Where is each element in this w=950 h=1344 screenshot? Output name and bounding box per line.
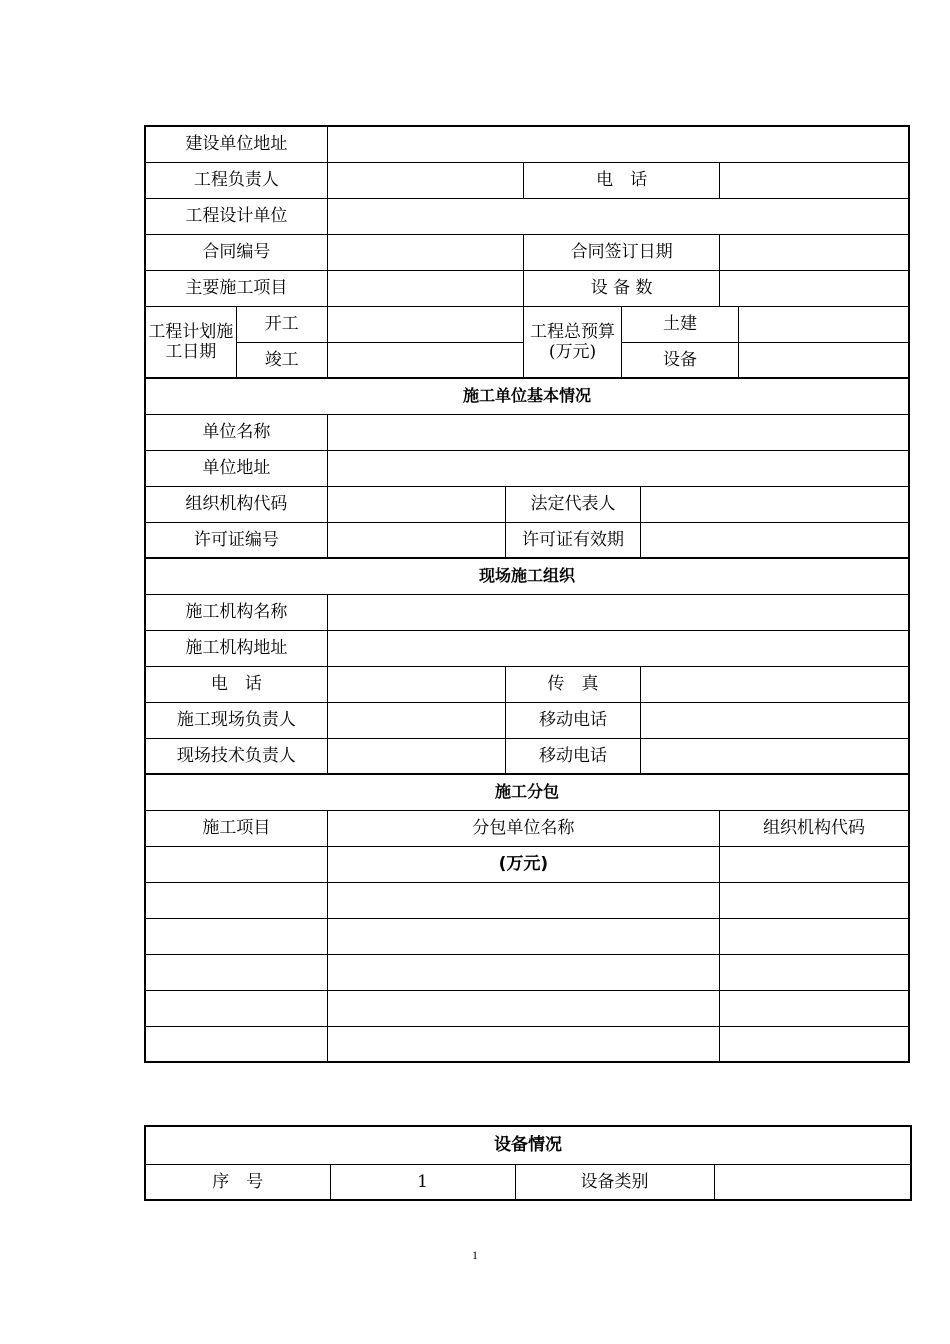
equipment-type-label: 设备类别 <box>515 1164 714 1200</box>
subcontract-cell[interactable] <box>719 882 909 918</box>
equipment-budget-label: 设备 <box>621 342 739 378</box>
equipment-count-field[interactable] <box>719 270 909 306</box>
mobile-label: 移动电话 <box>505 702 640 738</box>
subcontract-cell[interactable] <box>145 882 327 918</box>
site-org-address-label: 施工机构地址 <box>145 630 327 666</box>
main-items-field[interactable] <box>327 270 524 306</box>
org-code-field[interactable] <box>327 486 505 522</box>
contract-date-label: 合同签订日期 <box>524 234 720 270</box>
site-section-title: 现场施工组织 <box>145 558 909 594</box>
subcontract-cell[interactable] <box>145 990 327 1026</box>
total-budget-label: 工程总预算(万元) <box>524 306 621 378</box>
start-label: 开工 <box>236 306 327 342</box>
project-info-table <box>144 125 910 1063</box>
equipment-type-field[interactable] <box>714 1164 911 1200</box>
subcontract-cell[interactable] <box>145 954 327 990</box>
design-unit-label: 工程设计单位 <box>145 198 327 234</box>
org-code-label: 组织机构代码 <box>145 486 327 522</box>
contractor-section-title: 施工单位基本情况 <box>145 378 909 414</box>
subcontract-cell[interactable] <box>719 990 909 1026</box>
construction-unit-address-field[interactable] <box>327 126 909 162</box>
unit-name-label: 单位名称 <box>145 414 327 450</box>
sequence-value: 1 <box>330 1164 515 1200</box>
construction-unit-address-label: 建设单位地址 <box>145 126 327 162</box>
subcontract-cell[interactable] <box>719 918 909 954</box>
sequence-label: 序 号 <box>145 1164 330 1200</box>
phone-label: 电 话 <box>524 162 720 198</box>
unit-address-field[interactable] <box>327 450 909 486</box>
site-org-name-field[interactable] <box>327 594 909 630</box>
license-number-field[interactable] <box>327 522 505 558</box>
subcontract-col-item: 施工项目 <box>145 810 327 846</box>
plan-date-label: 工程计划施工日期 <box>145 306 236 378</box>
subcontract-unit-note: (万元) <box>327 846 719 882</box>
legal-rep-label: 法定代表人 <box>505 486 640 522</box>
fax-label: 传 真 <box>505 666 640 702</box>
site-org-address-field[interactable] <box>327 630 909 666</box>
project-manager-field[interactable] <box>327 162 524 198</box>
subcontract-cell[interactable] <box>145 1026 327 1062</box>
civil-budget-field[interactable] <box>739 306 909 342</box>
license-valid-field[interactable] <box>641 522 909 558</box>
contract-date-field[interactable] <box>719 234 909 270</box>
unit-address-label: 单位地址 <box>145 450 327 486</box>
site-manager-label: 施工现场负责人 <box>145 702 327 738</box>
equipment-budget-field[interactable] <box>739 342 909 378</box>
phone-field[interactable] <box>719 162 909 198</box>
subcontract-col-name: 分包单位名称 <box>327 810 719 846</box>
equipment-title: 设备情况 <box>145 1126 911 1164</box>
equipment-table <box>144 1125 912 1201</box>
page-number: 1 <box>472 1248 478 1262</box>
subcontract-cell[interactable] <box>327 954 719 990</box>
subcontract-cell[interactable] <box>145 918 327 954</box>
subcontract-cell[interactable] <box>327 1026 719 1062</box>
subcontract-cell[interactable] <box>327 990 719 1026</box>
subcontract-cell[interactable] <box>327 918 719 954</box>
license-valid-label: 许可证有效期 <box>505 522 640 558</box>
contract-number-field[interactable] <box>327 234 524 270</box>
subcontract-col-code: 组织机构代码 <box>719 810 909 846</box>
subcontract-cell[interactable] <box>719 846 909 882</box>
mobile2-label: 移动电话 <box>505 738 640 774</box>
contract-number-label: 合同编号 <box>145 234 327 270</box>
start-date-field[interactable] <box>327 306 524 342</box>
tech-manager-field[interactable] <box>327 738 505 774</box>
mobile-field[interactable] <box>641 702 909 738</box>
license-number-label: 许可证编号 <box>145 522 327 558</box>
main-items-label: 主要施工项目 <box>145 270 327 306</box>
finish-date-field[interactable] <box>327 342 524 378</box>
finish-label: 竣工 <box>236 342 327 378</box>
equipment-count-label: 设 备 数 <box>524 270 720 306</box>
design-unit-field[interactable] <box>327 198 909 234</box>
tech-manager-label: 现场技术负责人 <box>145 738 327 774</box>
civil-label: 土建 <box>621 306 739 342</box>
subcontract-cell[interactable] <box>145 846 327 882</box>
site-org-name-label: 施工机构名称 <box>145 594 327 630</box>
unit-name-field[interactable] <box>327 414 909 450</box>
mobile2-field[interactable] <box>641 738 909 774</box>
site-phone-field[interactable] <box>327 666 505 702</box>
site-manager-field[interactable] <box>327 702 505 738</box>
project-manager-label: 工程负责人 <box>145 162 327 198</box>
fax-field[interactable] <box>641 666 909 702</box>
subcontract-cell[interactable] <box>327 882 719 918</box>
subcontract-cell[interactable] <box>719 954 909 990</box>
subcontract-cell[interactable] <box>719 1026 909 1062</box>
legal-rep-field[interactable] <box>641 486 909 522</box>
site-phone-label: 电 话 <box>145 666 327 702</box>
subcontract-section-title: 施工分包 <box>145 774 909 810</box>
